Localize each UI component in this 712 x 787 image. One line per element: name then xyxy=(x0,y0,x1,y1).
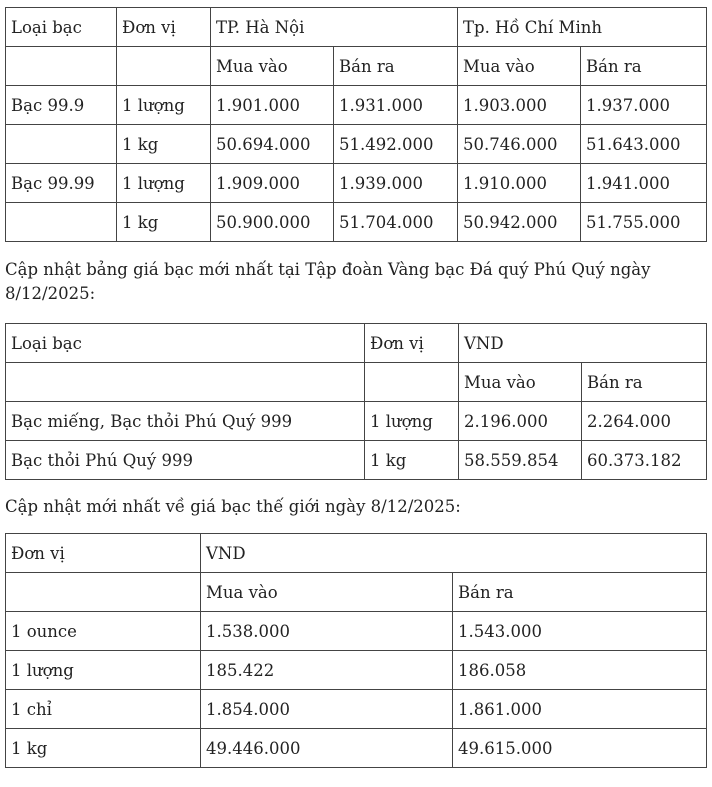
header-don-vi: Đơn vị xyxy=(6,534,201,573)
cell-mua: 1.538.000 xyxy=(201,612,453,651)
cell-hn-mua: 50.900.000 xyxy=(211,203,334,242)
cell-don-vi: 1 lượng xyxy=(365,402,459,441)
empty-cell xyxy=(117,47,211,86)
header-vnd: VND xyxy=(459,324,707,363)
table-header-row xyxy=(6,324,707,363)
cell-don-vi: 1 lượng xyxy=(117,164,211,203)
cell-loai: Bạc thỏi Phú Quý 999 xyxy=(6,441,365,480)
header-ban: Bán ra xyxy=(453,573,707,612)
cell-don-vi: 1 lượng xyxy=(6,651,201,690)
header-hanoi: TP. Hà Nội xyxy=(211,8,458,47)
cell-hcm-mua: 1.903.000 xyxy=(458,86,581,125)
header-hn-mua: Mua vào xyxy=(211,47,334,86)
cell-hcm-ban: 1.941.000 xyxy=(581,164,707,203)
cell-ban: 2.264.000 xyxy=(582,402,707,441)
header-don-vi: Đơn vị xyxy=(365,324,459,363)
table-header-row xyxy=(6,534,707,573)
empty-cell xyxy=(6,363,365,402)
cell-hn-mua: 1.901.000 xyxy=(211,86,334,125)
cell-hn-mua: 50.694.000 xyxy=(211,125,334,164)
header-hcm-mua: Mua vào xyxy=(458,47,581,86)
empty-cell xyxy=(6,573,201,612)
header-ban: Bán ra xyxy=(582,363,707,402)
cell-mua: 58.559.854 xyxy=(459,441,582,480)
table-row xyxy=(6,86,707,125)
cell-hn-ban: 51.492.000 xyxy=(334,125,458,164)
cell-don-vi: 1 lượng xyxy=(117,86,211,125)
table-header-row xyxy=(6,8,707,47)
cell-mua: 185.422 xyxy=(201,651,453,690)
caption-world: Cập nhật mới nhất về giá bạc thế giới ngày 8/12/2025: xyxy=(5,497,461,516)
table-row xyxy=(6,402,707,441)
cell-hcm-ban: 51.643.000 xyxy=(581,125,707,164)
phu-quy-silver-price-table xyxy=(5,323,707,480)
table-subheader-row xyxy=(6,47,707,86)
domestic-silver-price-table xyxy=(5,7,707,242)
cell-hcm-mua: 50.942.000 xyxy=(458,203,581,242)
cell-hn-ban: 1.939.000 xyxy=(334,164,458,203)
header-hcm-ban: Bán ra xyxy=(581,47,707,86)
table-subheader-row xyxy=(6,573,707,612)
table-row xyxy=(6,125,707,164)
caption-phu-quy: Cập nhật bảng giá bạc mới nhất tại Tập đoàn Vàng bạc Đá quý Phú Quý ngày 8/12/2025: xyxy=(5,260,651,303)
cell-ban: 49.615.000 xyxy=(453,729,707,768)
cell-don-vi: 1 kg xyxy=(365,441,459,480)
cell-mua: 1.854.000 xyxy=(201,690,453,729)
empty-cell xyxy=(365,363,459,402)
cell-ban: 1.861.000 xyxy=(453,690,707,729)
header-mua: Mua vào xyxy=(459,363,582,402)
header-loai-bac: Loại bạc xyxy=(6,8,117,47)
table-row xyxy=(6,203,707,242)
cell-hn-ban: 51.704.000 xyxy=(334,203,458,242)
table-row xyxy=(6,441,707,480)
cell-don-vi: 1 ounce xyxy=(6,612,201,651)
cell-hcm-mua: 50.746.000 xyxy=(458,125,581,164)
article-content xyxy=(0,7,706,768)
cell-loai: Bạc miếng, Bạc thỏi Phú Quý 999 xyxy=(6,402,365,441)
cell-don-vi: 1 chỉ xyxy=(6,690,201,729)
world-silver-price-table xyxy=(5,533,707,768)
table-row xyxy=(6,729,707,768)
cell-don-vi: 1 kg xyxy=(6,729,201,768)
table-row xyxy=(6,651,707,690)
cell-hcm-mua: 1.910.000 xyxy=(458,164,581,203)
cell-loai xyxy=(6,125,117,164)
table-row xyxy=(6,164,707,203)
cell-ban: 60.373.182 xyxy=(582,441,707,480)
cell-hn-mua: 1.909.000 xyxy=(211,164,334,203)
cell-loai xyxy=(6,203,117,242)
header-vnd: VND xyxy=(201,534,707,573)
cell-hcm-ban: 51.755.000 xyxy=(581,203,707,242)
header-loai-bac: Loại bạc xyxy=(6,324,365,363)
cell-ban: 186.058 xyxy=(453,651,707,690)
cell-hn-ban: 1.931.000 xyxy=(334,86,458,125)
cell-mua: 49.446.000 xyxy=(201,729,453,768)
table-subheader-row xyxy=(6,363,707,402)
header-don-vi: Đơn vị xyxy=(117,8,211,47)
table-row xyxy=(6,612,707,651)
header-mua: Mua vào xyxy=(201,573,453,612)
header-hcm: Tp. Hồ Chí Minh xyxy=(458,8,707,47)
header-hn-ban: Bán ra xyxy=(334,47,458,86)
cell-ban: 1.543.000 xyxy=(453,612,707,651)
cell-don-vi: 1 kg xyxy=(117,203,211,242)
cell-mua: 2.196.000 xyxy=(459,402,582,441)
cell-loai: Bạc 99.9 xyxy=(6,86,117,125)
cell-loai: Bạc 99.99 xyxy=(6,164,117,203)
cell-don-vi: 1 kg xyxy=(117,125,211,164)
cell-hcm-ban: 1.937.000 xyxy=(581,86,707,125)
table-row xyxy=(6,690,707,729)
empty-cell xyxy=(6,47,117,86)
